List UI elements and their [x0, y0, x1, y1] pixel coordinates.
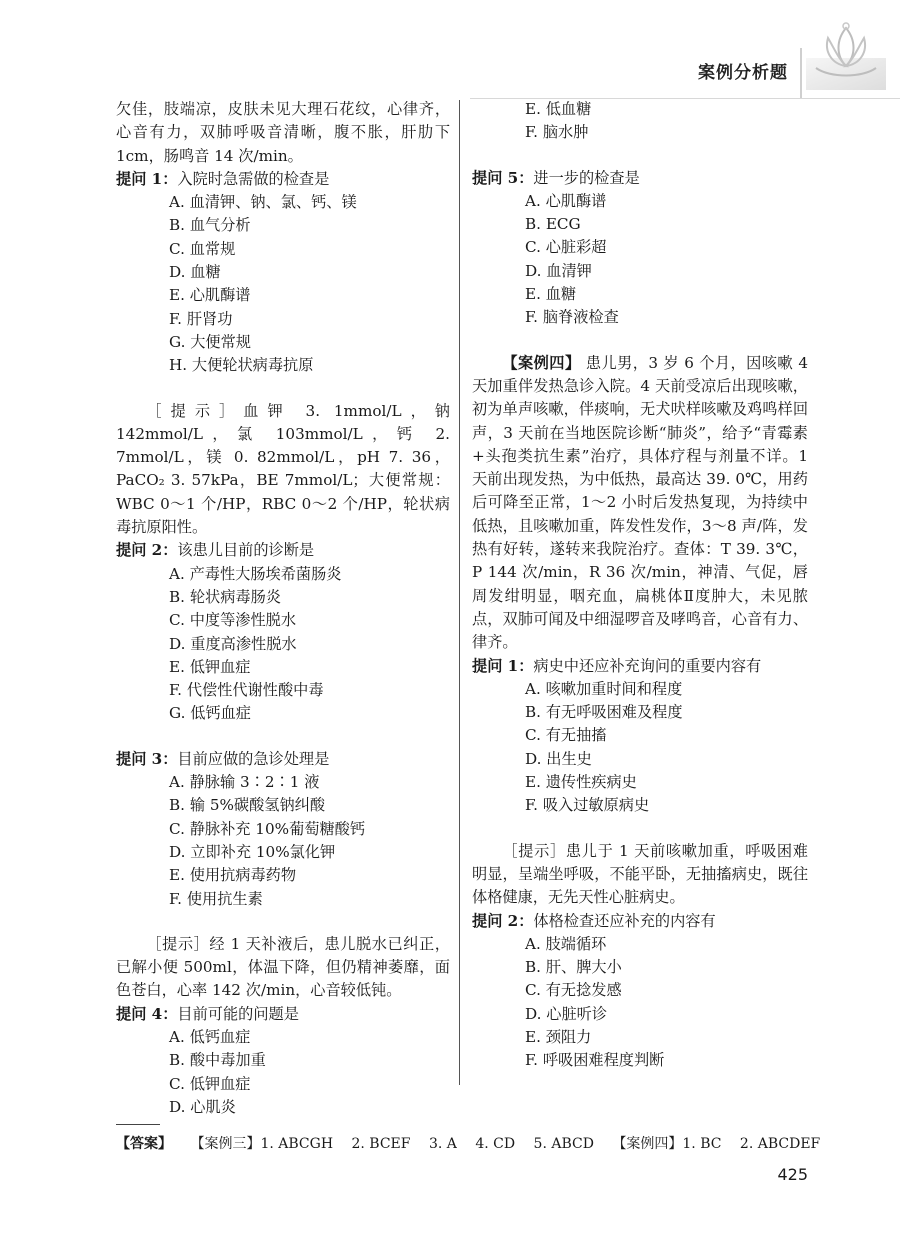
case4-question-2 — [472, 910, 808, 933]
header-divider — [800, 48, 802, 98]
hint-paragraph: ［提示］患儿于 1 天前咳嗽加重，呼吸困难明显，呈端坐呼吸，不能平卧，无抽搐病史，既往体格健康，无先天性心脏病史。 — [472, 841, 808, 907]
option: F. 吸入过敏原病史 — [525, 796, 650, 815]
option: E. 使用抗病毒药物 — [169, 866, 297, 885]
answer-item: 2. ABCDEF — [739, 1136, 821, 1152]
option: C. 低钾血症 — [169, 1074, 251, 1093]
option: D. 心脏听诊 — [525, 1004, 608, 1023]
option: C. 血常规 — [169, 239, 236, 258]
question-text: 病史中还应补充询问的重要内容有 — [533, 656, 762, 675]
option: F. 呼吸困难程度判断 — [525, 1051, 665, 1070]
option: C. 有无抽搐 — [525, 726, 607, 745]
answer-item: 4. CD — [475, 1136, 516, 1152]
option: H. 大便轮状病毒抗原 — [169, 356, 314, 375]
question-text: 目前可能的问题是 — [177, 1004, 299, 1023]
question-label: 提问 2： — [472, 911, 534, 930]
option: A. 低钙血症 — [169, 1027, 251, 1046]
option: F. 肝肾功 — [169, 309, 233, 328]
question-2 — [116, 539, 450, 562]
spacer — [472, 330, 808, 352]
answer-item: 【案例四】1. BC — [612, 1136, 722, 1152]
spacer — [116, 378, 450, 400]
answer-item: 3. A — [428, 1136, 457, 1152]
option: A. 心肌酶谱 — [525, 191, 607, 210]
answer-item: 2. BCEF — [351, 1136, 411, 1152]
case-text: 患儿男，3 岁 6 个月，因咳嗽 4 天加重伴发热急诊入院。4 天前受凉后出现咳嗽，初为单声咳嗽，伴痰响，无犬吠样咳嗽及鸡鸣样回声，3 天前在当地医院诊断“肺炎”，给予“青霉素+头孢类抗生素”治疗，具体疗程与剂量不详。1 天前出现发热，为中低热，最高达 39. 0℃，用药后可降至正常，1～2 小时后发热复现，为持续中低热，且咳嗽加重，阵发性发作，3～8 声/阵，发热有好转，遂转来我院治疗。查体：T 39. 3℃，P 144 次/min，R 36 次/min，神清、气促，唇周发绀明显，咽充血，扁桃体Ⅱ度肿大，未见脓点，双肺可闻及中细湿啰音及哮鸣音，心音有力、律齐。 — [472, 353, 808, 652]
option: E. 血糖 — [525, 285, 577, 304]
spacer — [116, 726, 450, 748]
option: G. 低钙血症 — [169, 704, 251, 723]
answer-key — [116, 1133, 834, 1153]
answer-item: 5. ABCD — [533, 1136, 594, 1152]
option: C. 中度等渗性脱水 — [169, 611, 297, 630]
hint-paragraph: ［提示］血钾 3. 1mmol/L，钠 142mmol/L，氯 103mmol/L，钙 2. 7mmol/L，镁 0. 82mmol/L，pH 7. 36，PaCO₂ 3. 57kPa，BE 7mmol/L；大便常规：WBC 0～1 个/HP，RBC 0～2 个/HP，轮状病毒抗原阳性。 — [116, 401, 450, 537]
answer-heading: 【答案】 — [116, 1136, 172, 1152]
question-label: 提问 4： — [116, 1004, 178, 1023]
option: D. 血糖 — [169, 263, 221, 282]
lotus-logo-icon — [806, 20, 886, 90]
option: C. 静脉补充 10%葡萄糖酸钙 — [169, 819, 366, 838]
option: B. 轮状病毒肠炎 — [169, 587, 281, 606]
question-text: 体格检查还应补充的内容有 — [533, 911, 716, 930]
question-label: 提问 3： — [116, 749, 178, 768]
page-number: 425 — [777, 1165, 808, 1184]
option: B. ECG — [525, 215, 581, 234]
option: B. 肝、脾大小 — [525, 958, 622, 977]
option: D. 血清钾 — [525, 261, 592, 280]
option: B. 有无呼吸困难及程度 — [525, 703, 683, 722]
spacer — [116, 911, 450, 933]
footnote-rule — [116, 1124, 160, 1125]
case-heading: 【案例四】 — [502, 353, 581, 372]
option: D. 心肌炎 — [169, 1097, 236, 1116]
question-5 — [472, 167, 808, 190]
option: A. 肢端循环 — [525, 934, 607, 953]
left-column — [116, 98, 450, 1119]
question-4 — [116, 1003, 450, 1026]
answer-item: 【案例三】1. ABCGH — [190, 1136, 334, 1152]
option: A. 咳嗽加重时间和程度 — [525, 679, 683, 698]
option: D. 立即补充 10%氯化钾 — [169, 842, 336, 861]
option: B. 酸中毒加重 — [169, 1051, 266, 1070]
question-label: 提问 1： — [116, 169, 178, 188]
case3-continued-text: 欠佳，肢端凉，皮肤未见大理石花纹，心律齐，心音有力，双肺呼吸音清晰，腹不胀，肝肋下 1cm，肠鸣音 14 次/min。 — [116, 100, 450, 165]
option: B. 输 5%碳酸氢钠纠酸 — [169, 796, 326, 815]
question-1 — [116, 168, 450, 191]
option: F. 使用抗生素 — [169, 889, 263, 908]
option: D. 重度高渗性脱水 — [169, 634, 297, 653]
option: C. 心脏彩超 — [525, 238, 607, 257]
page-header — [0, 0, 900, 110]
option: E. 颈阻力 — [525, 1027, 592, 1046]
question-label: 提问 2： — [116, 541, 178, 560]
option: B. 血气分析 — [169, 216, 251, 235]
spacer — [472, 145, 808, 167]
option: E. 低钾血症 — [169, 657, 251, 676]
case4-question-1 — [472, 655, 808, 678]
option: F. 脑水肿 — [525, 123, 589, 142]
option: C. 有无捻发感 — [525, 981, 622, 1000]
option: E. 低血糖 — [525, 100, 592, 118]
hint-paragraph: ［提示］经 1 天补液后，患儿脱水已纠正，已解小便 500ml，体温下降，但仍精神萎靡，面色苍白，心率 142 次/min，心音较低钝。 — [116, 934, 450, 1000]
option: E. 遗传性疾病史 — [525, 773, 637, 792]
question-3 — [116, 748, 450, 771]
question-text: 入院时急需做的检查是 — [177, 169, 330, 188]
question-text: 该患儿目前的诊断是 — [177, 541, 315, 560]
right-column — [472, 98, 808, 1073]
option: A. 静脉输 3∶2∶1 液 — [169, 773, 320, 792]
option: F. 脑脊液检查 — [525, 308, 619, 327]
case4-paragraph — [472, 352, 808, 655]
option: A. 血清钾、钠、氯、钙、镁 — [169, 193, 357, 212]
option: A. 产毒性大肠埃希菌肠炎 — [169, 564, 342, 583]
option: D. 出生史 — [525, 749, 592, 768]
option: E. 心肌酶谱 — [169, 286, 251, 305]
question-text: 目前应做的急诊处理是 — [177, 749, 330, 768]
question-text: 进一步的检查是 — [533, 168, 640, 187]
option: F. 代偿性代谢性酸中毒 — [169, 681, 324, 700]
question-label: 提问 5： — [472, 168, 534, 187]
section-title: 案例分析题 — [698, 63, 788, 83]
question-label: 提问 1： — [472, 656, 534, 675]
spacer — [472, 818, 808, 840]
column-divider — [459, 100, 460, 1085]
option: G. 大便常规 — [169, 332, 251, 351]
